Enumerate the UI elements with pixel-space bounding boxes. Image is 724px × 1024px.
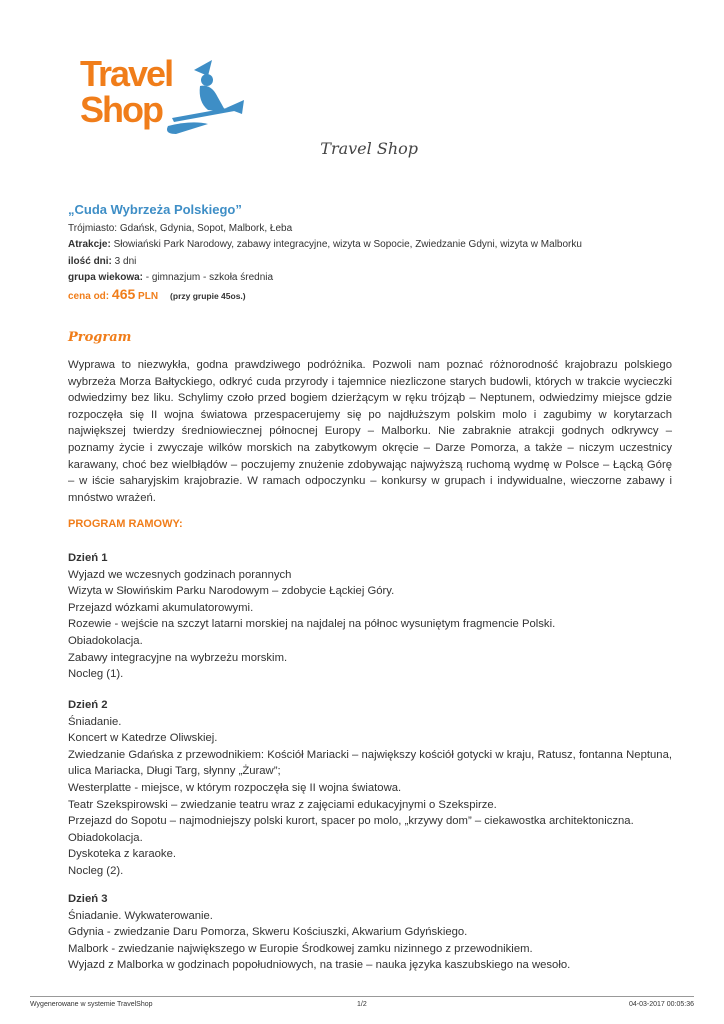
witch-icon: [167, 60, 244, 134]
page-footer: [30, 996, 694, 1008]
day-line: Śniadanie.: [68, 715, 122, 728]
tour-route: Trójmiasto: Gdańsk, Gdynia, Sopot, Malbork, Łeba: [68, 223, 293, 234]
day-line: Rozewie - wejście na szczyt latarni morskiej na najdalej na północ wysuniętym fragmencie Polski.: [68, 618, 556, 631]
day-line: Koncert w Katedrze Oliwskiej.: [68, 732, 218, 745]
travelshop-logo: [76, 50, 246, 142]
price-note: (przy grupie 45os.): [170, 291, 246, 302]
price-amount: 465: [111, 286, 136, 303]
price-label: cena od:: [68, 291, 112, 303]
day-line: Obiadokolacja.: [68, 634, 143, 647]
day-line: Przejazd do Sopotu – najmodniejszy polski kurort, spacer po molo, „krzywy dom” – ciekawostka architektoniczna.: [68, 815, 634, 828]
tour-summary: [68, 200, 672, 305]
svg-text:Travel: Travel: [80, 53, 173, 94]
day-line: Wyjazd we wczesnych godzinach porannych: [68, 568, 292, 581]
footer-timestamp: 04-03-2017 00:05:36: [629, 1001, 694, 1008]
day-2: [68, 697, 672, 880]
day-line: Śniadanie. Wykwaterowanie.: [68, 909, 213, 922]
footer-generated: Wygenerowane w systemie TravelShop: [30, 1001, 153, 1008]
days-value: 3 dni: [111, 255, 137, 267]
day-line: Teatr Szekspirowski – zwiedzanie teatru wraz z zajęciami edukacyjnymi o Szekspirze.: [68, 798, 497, 811]
day-line: Zwiedzanie Gdańska z przewodnikiem: Kościół Mariacki – największy kościół gotycki w kraju, Ratusz, fontanna Neptuna, ulica Mariacka, Długi Targ, słynny „Żuraw”;: [68, 748, 672, 778]
day-line: Wizyta w Słowińskim Parku Narodowym – zdobycie Łąckiej Góry.: [68, 585, 395, 598]
day-line: Zabawy integracyjne na wybrzeżu morskim.: [68, 651, 288, 664]
day-line: Wyjazd z Malborka w godzinach popołudniowych, na trasie – nauka języka kaszubskiego na wesoło.: [68, 959, 571, 972]
brand-heading: Travel Shop: [320, 139, 418, 158]
age-value: - gimnazjum - szkoła średnia: [143, 271, 274, 283]
day-line: Nocleg (2).: [68, 864, 124, 877]
day-3: [68, 891, 672, 974]
tour-days: [68, 254, 672, 270]
day-line: Przejazd wózkami akumulatorowymi.: [68, 601, 254, 614]
program-heading: Program: [68, 330, 132, 345]
day-line: Malbork - zwiedzanie największego w Europie Środkowej zamku nizinnego z przewodnikiem.: [68, 942, 533, 955]
day-line: Obiadokolacja.: [68, 831, 143, 844]
day-line: Gdynia - zwiedzanie Daru Pomorza, Skweru Kościuszki, Akwarium Gdyńskiego.: [68, 926, 468, 939]
day-line: Dyskoteka z karaoke.: [68, 848, 176, 861]
age-label: grupa wiekowa:: [68, 271, 144, 283]
program-ramowy-heading: PROGRAM RAMOWY:: [68, 518, 183, 530]
tour-price: [68, 286, 672, 305]
footer-page-number: 1/2: [357, 1001, 367, 1008]
day-title: Dzień 3: [68, 893, 108, 905]
svg-text:Shop: Shop: [80, 89, 162, 130]
day-1: [68, 550, 672, 683]
day-title: Dzień 2: [68, 699, 108, 711]
tour-attractions: [68, 237, 672, 253]
tour-age-group: [68, 270, 672, 286]
attractions-label: Atrakcje:: [68, 239, 111, 251]
price-currency: PLN: [135, 291, 159, 303]
program-intro: Wyprawa to niezwykła, godna prawdziwego podróżnika. Pozwoli nam poznać różnorodność krajobrazu polskiego wybrzeża Morza Bałtyckiego, odkryć cuda przyrody i tajemnice niezliczone starych budowli, których w trakcie wycieczki odwiedzimy bez liku. Schylimy czoło przed bogiem dzierżącym w ręku trójząb – Neptunem, odwiedzimy miejsce gdzie rozpoczęła się II wojna światowa przespacerujemy się po najdłuższym polskim molo i zagubimy w korytarzach największej twierdzy średniowiecznej północnej Europy – Malborku. Nie zabraknie atrakcji godnych odkrywcy – poznamy życie i zwyczaje wilków morskich na zabytkowym okręcie – Darze Pomorza, a także – niczym uczestnicy karawany, choć bez wielbłądów – poczujemy znużenie zdobywając najwyższą ruchomą wydmę w Polsce – Łącką Górę – w iście saharyjskim krajobrazie. W ramach odpoczynku – konkursy w grupach i indywidualne, wieczorne zabawy i mnóstwo wrażeń.: [68, 359, 672, 504]
day-line: Nocleg (1).: [68, 668, 124, 681]
tour-title: „Cuda Wybrzeża Polskiego”: [68, 202, 242, 217]
day-title: Dzień 1: [68, 552, 108, 564]
attractions-value: Słowiański Park Narodowy, zabawy integracyjne, wizyta w Sopocie, Zwiedzanie Gdyni, wizyta w Malborku: [110, 239, 582, 251]
days-label: ilość dni:: [68, 255, 112, 267]
day-line: Westerplatte - miejsce, w którym rozpoczęła się II wojna światowa.: [68, 781, 402, 794]
